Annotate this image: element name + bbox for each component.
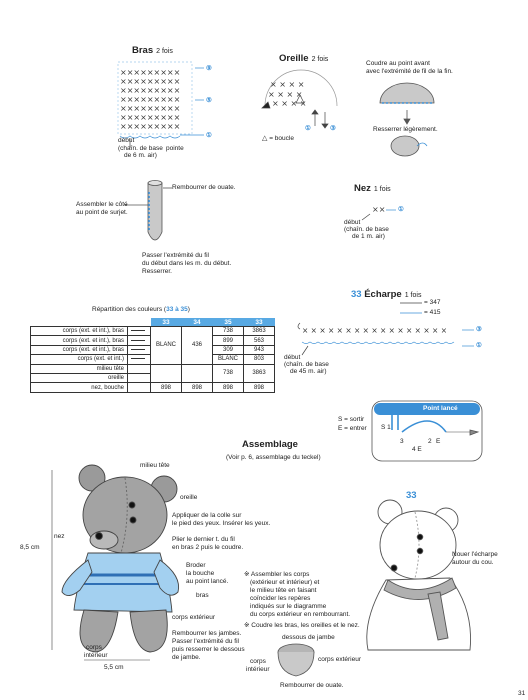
note-2: (extérieur et intérieur) et: [250, 579, 320, 586]
oreille-title: Oreille 2 fois: [279, 53, 329, 64]
svg-text:××: ××: [372, 205, 386, 214]
label-width: 5,5 cm: [104, 664, 124, 671]
bras-passer3: Resserrer.: [142, 268, 172, 275]
note-5: indiqués sur le diagramme: [250, 603, 327, 610]
table-row: corps (ext. et int.), bras 309 943: [31, 345, 275, 354]
svg-text:×××××××××: ×××××××××: [120, 68, 181, 77]
label-corps-ext2: corps extérieur: [318, 656, 361, 663]
label-height: 8,5 cm: [20, 544, 40, 551]
oreille-resserrer: Resserrer légèrement.: [373, 126, 438, 133]
note-7: ※ Coudre les bras, les oreilles et le nez.: [244, 622, 360, 629]
label-bras: bras: [196, 592, 209, 599]
label-yeux1: Appliquer de la colle sur: [172, 512, 242, 519]
bras-passer2: du début dans les m. du début.: [142, 260, 232, 267]
label-broder2: la bouche: [186, 570, 215, 577]
note-3: le milieu tête en faisant: [250, 587, 317, 594]
echarpe-chain2: de 45 m. air): [290, 368, 327, 375]
echarpe-row-3: ③: [476, 326, 482, 333]
bras-chain2: de 6 m. air): [124, 152, 157, 159]
bras-tube: [125, 181, 172, 241]
point-lance-4e: 4 E: [412, 446, 422, 453]
svg-text:×××××××××: ×××××××××: [120, 122, 181, 131]
svg-text:× × × ×: × × × ×: [272, 99, 307, 108]
label-milieu-tete: milieu tête: [140, 462, 170, 469]
bras-chart: [118, 62, 204, 148]
label-broder1: Broder: [186, 562, 206, 569]
oreille-coudre2: avec l'extrémité de fil de la fin.: [366, 68, 453, 75]
table-row: corps (ext. et int.), bras 899 563: [31, 336, 275, 345]
col-header-33b: 33: [244, 318, 275, 327]
table-row: corps (ext. et int.) BLANC 803: [31, 355, 275, 364]
oreille-dome: [380, 83, 434, 156]
col-header-34: 34: [182, 318, 213, 327]
svg-text:×××××××××: ×××××××××: [120, 113, 181, 122]
svg-text:× × × ×: × × × ×: [270, 80, 305, 89]
bear2-number: 33: [406, 490, 417, 501]
bras-row-5: ⑤: [206, 97, 212, 104]
label-remb4: de jambe.: [172, 654, 201, 661]
oreille-boucle: △ = boucle: [262, 135, 294, 142]
oreille-row-3: ③: [330, 125, 336, 132]
label-corps-ext: corps extérieur: [172, 614, 215, 621]
svg-text:×××××××××: ×××××××××: [120, 86, 181, 95]
bras-assemble1: Assembler le côté: [76, 201, 128, 208]
echarpe-chart: [298, 303, 474, 355]
bras-row-9: ⑨: [206, 65, 212, 72]
point-lance-2: 2: [428, 438, 432, 445]
label-yeux2: le pied des yeux. Insérer les yeux.: [172, 520, 271, 527]
point-lance-e1: E: [436, 438, 441, 445]
bras-assemble2: au point de surjet.: [76, 209, 128, 216]
label-dessous: dessous de jambe: [282, 634, 335, 641]
echarpe-chain: (chaîn. de base: [284, 361, 329, 368]
nez-row-1: ①: [398, 206, 404, 213]
label-plier1: Plier le dernier t. du fil: [172, 536, 235, 543]
label-noue2: autour du cou.: [452, 559, 494, 566]
label-remb2: Passer l'extrémité du fil: [172, 638, 239, 645]
bear-scarf: [367, 500, 471, 650]
assemblage-subtitle: (Voir p. 6, assemblage du teckel): [226, 454, 321, 461]
echarpe-legend-415: = 415: [424, 309, 441, 316]
point-lance-3: 3: [400, 438, 404, 445]
bras-row-1: ①: [206, 132, 212, 139]
label-noue1: Nouer l'écharpe: [452, 551, 498, 558]
nez-chart: [362, 205, 396, 220]
note-1: ※ Assembler les corps: [244, 571, 310, 578]
label-corps-int1: corps: [86, 644, 102, 651]
bras-debut: début: [118, 137, 135, 144]
table-row: milieu tête 738 3863: [31, 364, 275, 373]
nez-chain: (chaîn. de base: [344, 226, 389, 233]
nez-title: Nez 1 fois: [354, 183, 391, 194]
table-row: corps (ext. et int.), bras BLANC 436 738 3863: [31, 327, 275, 336]
label-broder3: au point lancé.: [186, 578, 229, 585]
repartition-title: Répartition des couleurs (33 à 35): [92, 306, 190, 313]
oreille-coudre1: Coudre au point avant: [366, 60, 430, 67]
label-corps-int4: intérieur: [246, 666, 270, 673]
point-lance-title: Point lancé: [423, 405, 458, 412]
label-remb-ouate: Rembourrer de ouate.: [280, 682, 344, 689]
bras-passer1: Passer l'extrémité du fil: [142, 252, 209, 259]
bear-main: [52, 465, 179, 660]
label-remb1: Rembourrer les jambes.: [172, 630, 242, 637]
svg-text:×××××××××: ×××××××××: [120, 77, 181, 86]
note-4: coïncider les repères: [250, 595, 311, 602]
bras-title: Bras 2 fois: [132, 45, 173, 56]
bras-rembourrer: Rembourrer de ouate.: [172, 184, 236, 191]
label-corps-int2: intérieur: [84, 652, 108, 659]
table-row: nez, bouche 898 898 898 898: [31, 383, 275, 392]
assemblage-title: Assemblage: [242, 439, 298, 450]
note-6: du corps extérieur en rembourrant.: [250, 611, 351, 618]
echarpe-title: 33 Écharpe 1 fois: [351, 289, 422, 300]
echarpe-row-1: ①: [476, 342, 482, 349]
svg-text:× × × × × × × × × × × × × × ×: × × × × × × × × × × × × × × × × ×: [302, 326, 447, 335]
point-lance-e: E = entrer: [338, 425, 367, 432]
svg-text:× × × ×: × × × ×: [268, 90, 303, 99]
label-nez: nez: [54, 533, 65, 540]
label-plier2: en bras 2 puis le coudre.: [172, 544, 244, 551]
point-lance-s1: S 1: [381, 424, 391, 431]
nez-chain2: de 1 m. air): [352, 233, 385, 240]
nez-debut: début: [344, 219, 361, 226]
table-row: oreille: [31, 373, 275, 382]
svg-text:×××××××××: ×××××××××: [120, 104, 181, 113]
svg-text:×××××××××: ×××××××××: [120, 95, 181, 104]
oreille-row-1: ①: [305, 125, 311, 132]
label-remb3: puis resserrer le dessous: [172, 646, 245, 653]
color-table: [30, 318, 275, 393]
label-oreille: oreille: [180, 494, 198, 501]
oreille-chart: [262, 70, 337, 128]
bras-chain: (chaîn. de base: [118, 145, 163, 152]
bras-pointe: pointe: [166, 145, 184, 152]
leg-detail: [278, 644, 314, 676]
col-header-35: 35: [213, 318, 244, 327]
page-number: 31: [518, 690, 526, 697]
echarpe-legend-347: = 347: [424, 299, 441, 306]
col-header-33: 33: [151, 318, 182, 327]
echarpe-debut: début: [284, 354, 301, 361]
point-lance-s: S = sortir: [338, 416, 365, 423]
label-corps-int3: corps: [250, 658, 266, 665]
